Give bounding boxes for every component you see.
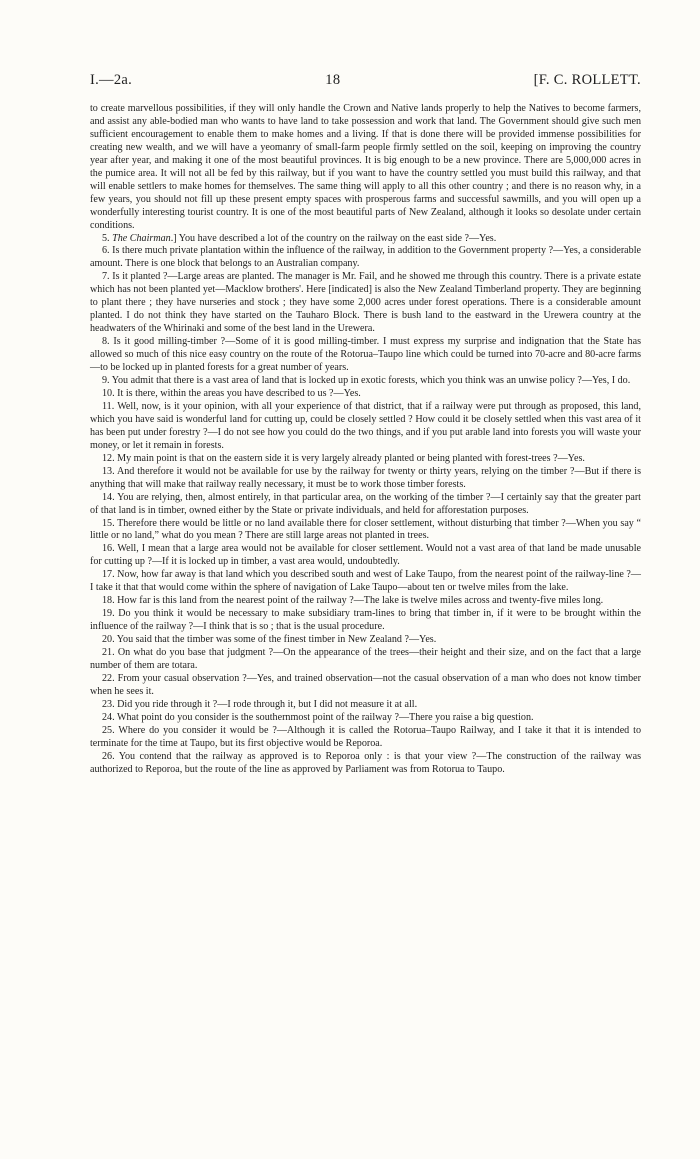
- paragraph-q24: 24. What point do you consider is the southernmost point of the railway ?—There you raise a big question.: [102, 711, 534, 723]
- paragraph-q20: 20. You said that the timber was some of the finest timber in New Zealand ?—Yes.: [102, 634, 437, 646]
- paragraph-q16: 16. Well, I mean that a large area would not be available for closer settlement. Would not a vast area of that land be made unusable for cutting up ?—If it is locked up in timber, a vast area would, undoubtedly.: [90, 543, 641, 568]
- paper-reference: I.—2a.: [90, 72, 133, 88]
- paragraph-q19: 19. Do you think it would be necessary to make subsidiary tram-lines to bring that timber in, if it were to be brought within the influence of the railway ?—I think that is so ; that is the usual procedure.: [90, 608, 641, 633]
- paragraph-q5: 5. The Chairman.] You have described a lot of the country on the railway on the east side ?—Yes.: [102, 232, 497, 244]
- paragraph-q23: 23. Did you ride through it ?—I rode through it, but I did not measure it at all.: [102, 698, 418, 710]
- paragraph-q15: 15. Therefore there would be little or no land available there for closer settlement, without disturbing that timber ?—When you say “ little or no land,” what do you mean ? There are still large areas not planted in trees.: [90, 517, 641, 542]
- paragraph-q22: 22. From your casual observation ?—Yes, and trained observation—not the casual observation of a man who does not know timber when he sees it.: [90, 672, 641, 697]
- paragraph-q26: 26. You contend that the railway as approved is to Reporoa only : is that your view ?—The construction of the railway was authorized to Reporoa, but the route of the line as approved by Parliament was from Rotorua to Taupo.: [90, 750, 641, 775]
- page-number: 18: [325, 72, 341, 88]
- witness-name: [F. C. ROLLETT.: [533, 72, 641, 88]
- body-text: [90, 103, 641, 777]
- paragraph-q10: 10. It is there, within the areas you have described to us ?—Yes.: [102, 387, 361, 399]
- speaker-name: The Chairman: [112, 232, 171, 244]
- paragraph-continuation: to create marvellous possibilities, if they will only handle the Crown and Native lands properly to help the Natives to become farmers, and assist any able-bodied man who wants to have land to take possession and work that land. The Government should give such men sufficient encouragement to enable them to make homes and a living. If that is done there will be provided immense possibilities for creating new wealth, and we will have a yeomanry of small-farm people firmly settled on the soil, keeping on improving the country year after year, and making it one of the most beautiful provinces. It is big enough to be a new province. There are 5,000,000 acres in the pumice area. It will not all be fed by this railway, but if you want to have the country settled you must build this railway, and that will enable settlers to make homes for themselves. The same thing will apply to all this other country ; and there is no reason why, in a few years, you should not fill up these present empty spaces with prosperous farms and successful sawmills, and you will open up a wonderfully interesting tourist country. It is one of the most beautiful parts of New Zealand, although it looks so desolate under certain conditions.: [90, 103, 641, 231]
- paragraph-q17: 17. Now, how far away is that land which you described south and west of Lake Taupo, from the nearest point of the railway-line ?—I take it that that would come within the sphere of navigation of Lake Taupo—about ten or twelve miles from the lake.: [90, 569, 641, 594]
- paragraph-q21: 21. On what do you base that judgment ?—On the appearance of the trees—their height and their size, and on the fact that a large number of them are totara.: [90, 647, 641, 671]
- page-header: [90, 72, 641, 89]
- paragraph-q9: 9. You admit that there is a vast area of land that is locked up in exotic forests, which you think was an unwise policy ?—Yes, I do.: [102, 375, 631, 387]
- paragraph-q8: 8. Is it good milling-timber ?—Some of it is good milling-timber. I must express my surprise and indignation that the State has allowed so much of this nice easy country on the route of the Rotorua–Taupo line which could be turned into 70-acre and 80-acre farms—to be locked up in planted forests for a great number of years.: [90, 336, 641, 374]
- paragraph-q11: 11. Well, now, is it your opinion, with all your experience of that district, that if a railway were put through as proposed, this land, which you have said is wonderful land for cutting up, could be closely settled ? How could it be closely settled when this vast area of it has been put under forestry ?—I do not see how you could do the two things, and if you put arable land into forests you will waste your money, or let it remain in forests.: [90, 400, 641, 451]
- paragraph-q13: 13. And therefore it would not be available for use by the railway for twenty or thirty years, relying on the timber ?—But if there is anything that will make that railway really necessary, it must be to work those timber forests.: [90, 465, 641, 490]
- paragraph-q6: 6. Is there much private plantation within the influence of the railway, in addition to the Government property ?—Yes, a considerable amount. There is one block that belongs to an Australian company.: [90, 245, 641, 270]
- paragraph-q7: 7. Is it planted ?—Large areas are planted. The manager is Mr. Fail, and he showed me through this country. There is a private estate which has not been planted yet—Macklow brothers'. Here [indicated] is also the New Zealand Timberland property. They are beginning to plant there ; they have nurseries and stock ; they have some 2,000 acres under forest operations. There is a considerable amount planted. I do not think they have started on the Tauharo Block. There is bush land to the eastward in the Urewera country at the headwaters of the Whirinaki and some of the best land in the Urewera.: [90, 271, 641, 335]
- paragraph-q25: 25. Where do you consider it would be ?—Although it is called the Rotorua–Taupo Railway, and I take it that it is intended to terminate for the time at Taupo, but its first objective would be Reporoa.: [90, 724, 641, 749]
- paragraph-q12: 12. My main point is that on the eastern side it is very largely already planted or being planted with forest-trees ?—Yes.: [102, 452, 585, 464]
- paragraph-q14: 14. You are relying, then, almost entirely, in that particular area, on the working of the timber ?—I certainly say that the greater part of that land is in timber, owned either by the State or private individuals, and held for afforestation purposes.: [90, 491, 641, 516]
- paragraph-q18: 18. How far is this land from the nearest point of the railway ?—The lake is twelve miles across and twenty-five miles long.: [102, 595, 604, 607]
